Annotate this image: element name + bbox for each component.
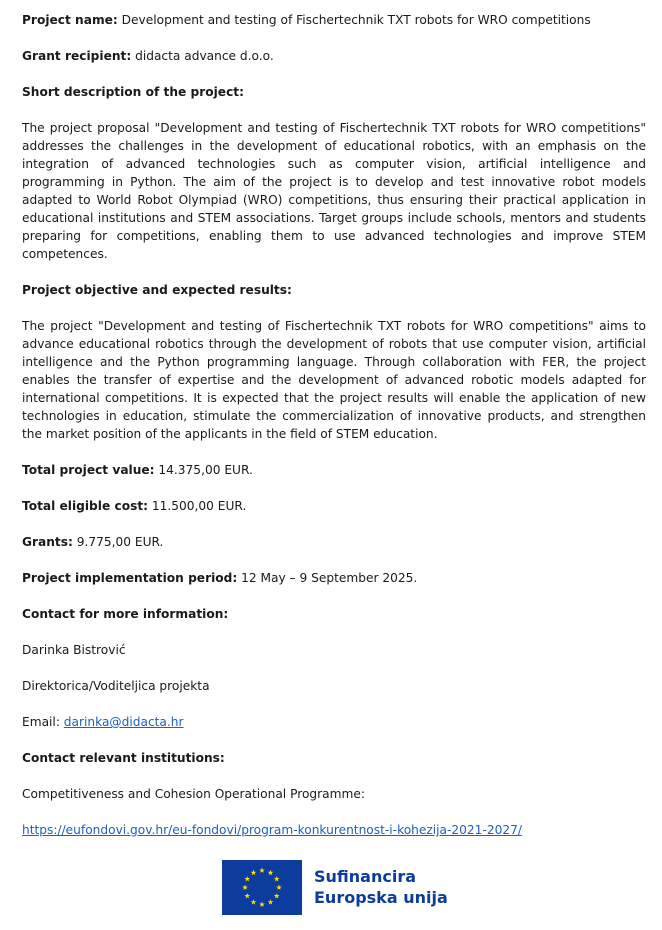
eligible-cost-label: Total eligible cost:	[22, 499, 149, 513]
period-value: 12 May – 9 September 2025.	[241, 571, 418, 585]
eu-star-icon	[244, 876, 250, 881]
contact-heading: Contact for more information:	[22, 607, 229, 621]
eu-star-icon	[242, 884, 248, 889]
programme-name: Competitiveness and Cohesion Operational Programme:	[22, 787, 365, 801]
eu-star-icon	[276, 884, 282, 889]
eu-logo-line1: Sufinancira	[314, 867, 417, 886]
eu-star-icon	[244, 893, 250, 898]
objective-body: The project "Development and testing of Fischertechnik TXT robots for WRO competitions" aims to advance educational robotics through the development of robots that use computer vision, artificial intelligence and the Python programming language. Through collaboration with FER, the project enables the transfer of expertise and the development of advanced robotic models adapted for international competitions. It is expected that the project results will enable the application of new technologies in education, stimulate the commercialization of innovative products, and strengthen the market position of the applicants in the field of STEM education.	[22, 319, 646, 441]
eu-star-icon	[274, 876, 280, 881]
period-line	[22, 569, 646, 587]
grants-amount: 9.775,00 EUR.	[76, 535, 164, 549]
project-name-label: Project name:	[22, 13, 118, 27]
eu-star-icon	[274, 893, 280, 898]
eu-star-icon	[268, 869, 274, 874]
eu-logo-text	[314, 866, 448, 908]
institutions-heading: Contact relevant institutions:	[22, 751, 225, 765]
eu-star-icon	[251, 899, 257, 904]
contact-role: Direktorica/Voditeljica projekta	[22, 679, 210, 693]
programme-url-link[interactable]: https://eufondovi.gov.hr/eu-fondovi/program-konkurentnost-i-kohezija-2021-2027/	[22, 823, 522, 837]
period-label: Project implementation period:	[22, 571, 238, 585]
grants-line	[22, 533, 646, 551]
email-link[interactable]: darinka@didacta.hr	[63, 715, 184, 729]
total-value-label: Total project value:	[22, 463, 155, 477]
total-value-amount: 14.375,00 EUR.	[158, 463, 253, 477]
project-name-value: Development and testing of Fischertechnik TXT robots for WRO competitions	[121, 13, 591, 27]
project-name-line	[22, 11, 646, 29]
programme-link-line	[22, 821, 646, 839]
document-body	[22, 11, 646, 839]
eu-logo-line2: Europska unija	[314, 888, 448, 907]
eu-star-icon	[251, 869, 257, 874]
grant-recipient-value: didacta advance d.o.o.	[135, 49, 274, 63]
total-value-line	[22, 461, 646, 479]
eu-star-icon	[268, 899, 274, 904]
email-label: Email:	[22, 715, 60, 729]
eu-star-icon	[259, 901, 265, 906]
grant-recipient-line	[22, 47, 646, 65]
contact-name: Darinka Bistrović	[22, 643, 126, 657]
eligible-cost-line	[22, 497, 646, 515]
grant-recipient-label: Grant recipient:	[22, 49, 132, 63]
eu-flag-icon	[222, 860, 302, 915]
eu-star-icon	[259, 867, 265, 872]
grants-label: Grants:	[22, 535, 73, 549]
eu-cofunded-logo	[222, 859, 452, 915]
contact-email-line	[22, 713, 646, 731]
eu-stars-icon	[222, 860, 302, 915]
short-description-heading: Short description of the project:	[22, 85, 244, 99]
short-description-body: The project proposal "Development and testing of Fischertechnik TXT robots for WRO competitions" addresses the challenges in the development of educational robotics, with an emphasis on the integration of advanced technologies such as computer vision, artificial intelligence and programming in Python. The aim of the project is to develop and test innovative robot models adapted to World Robot Olympiad (WRO) competitions, thus ensuring their practical application in educational institutions and STEM associations. Target groups include schools, mentors and students preparing for competitions, enabling them to use advanced technologies and improve STEM competences.	[22, 121, 646, 261]
objective-heading: Project objective and expected results:	[22, 283, 292, 297]
eligible-cost-amount: 11.500,00 EUR.	[151, 499, 247, 513]
